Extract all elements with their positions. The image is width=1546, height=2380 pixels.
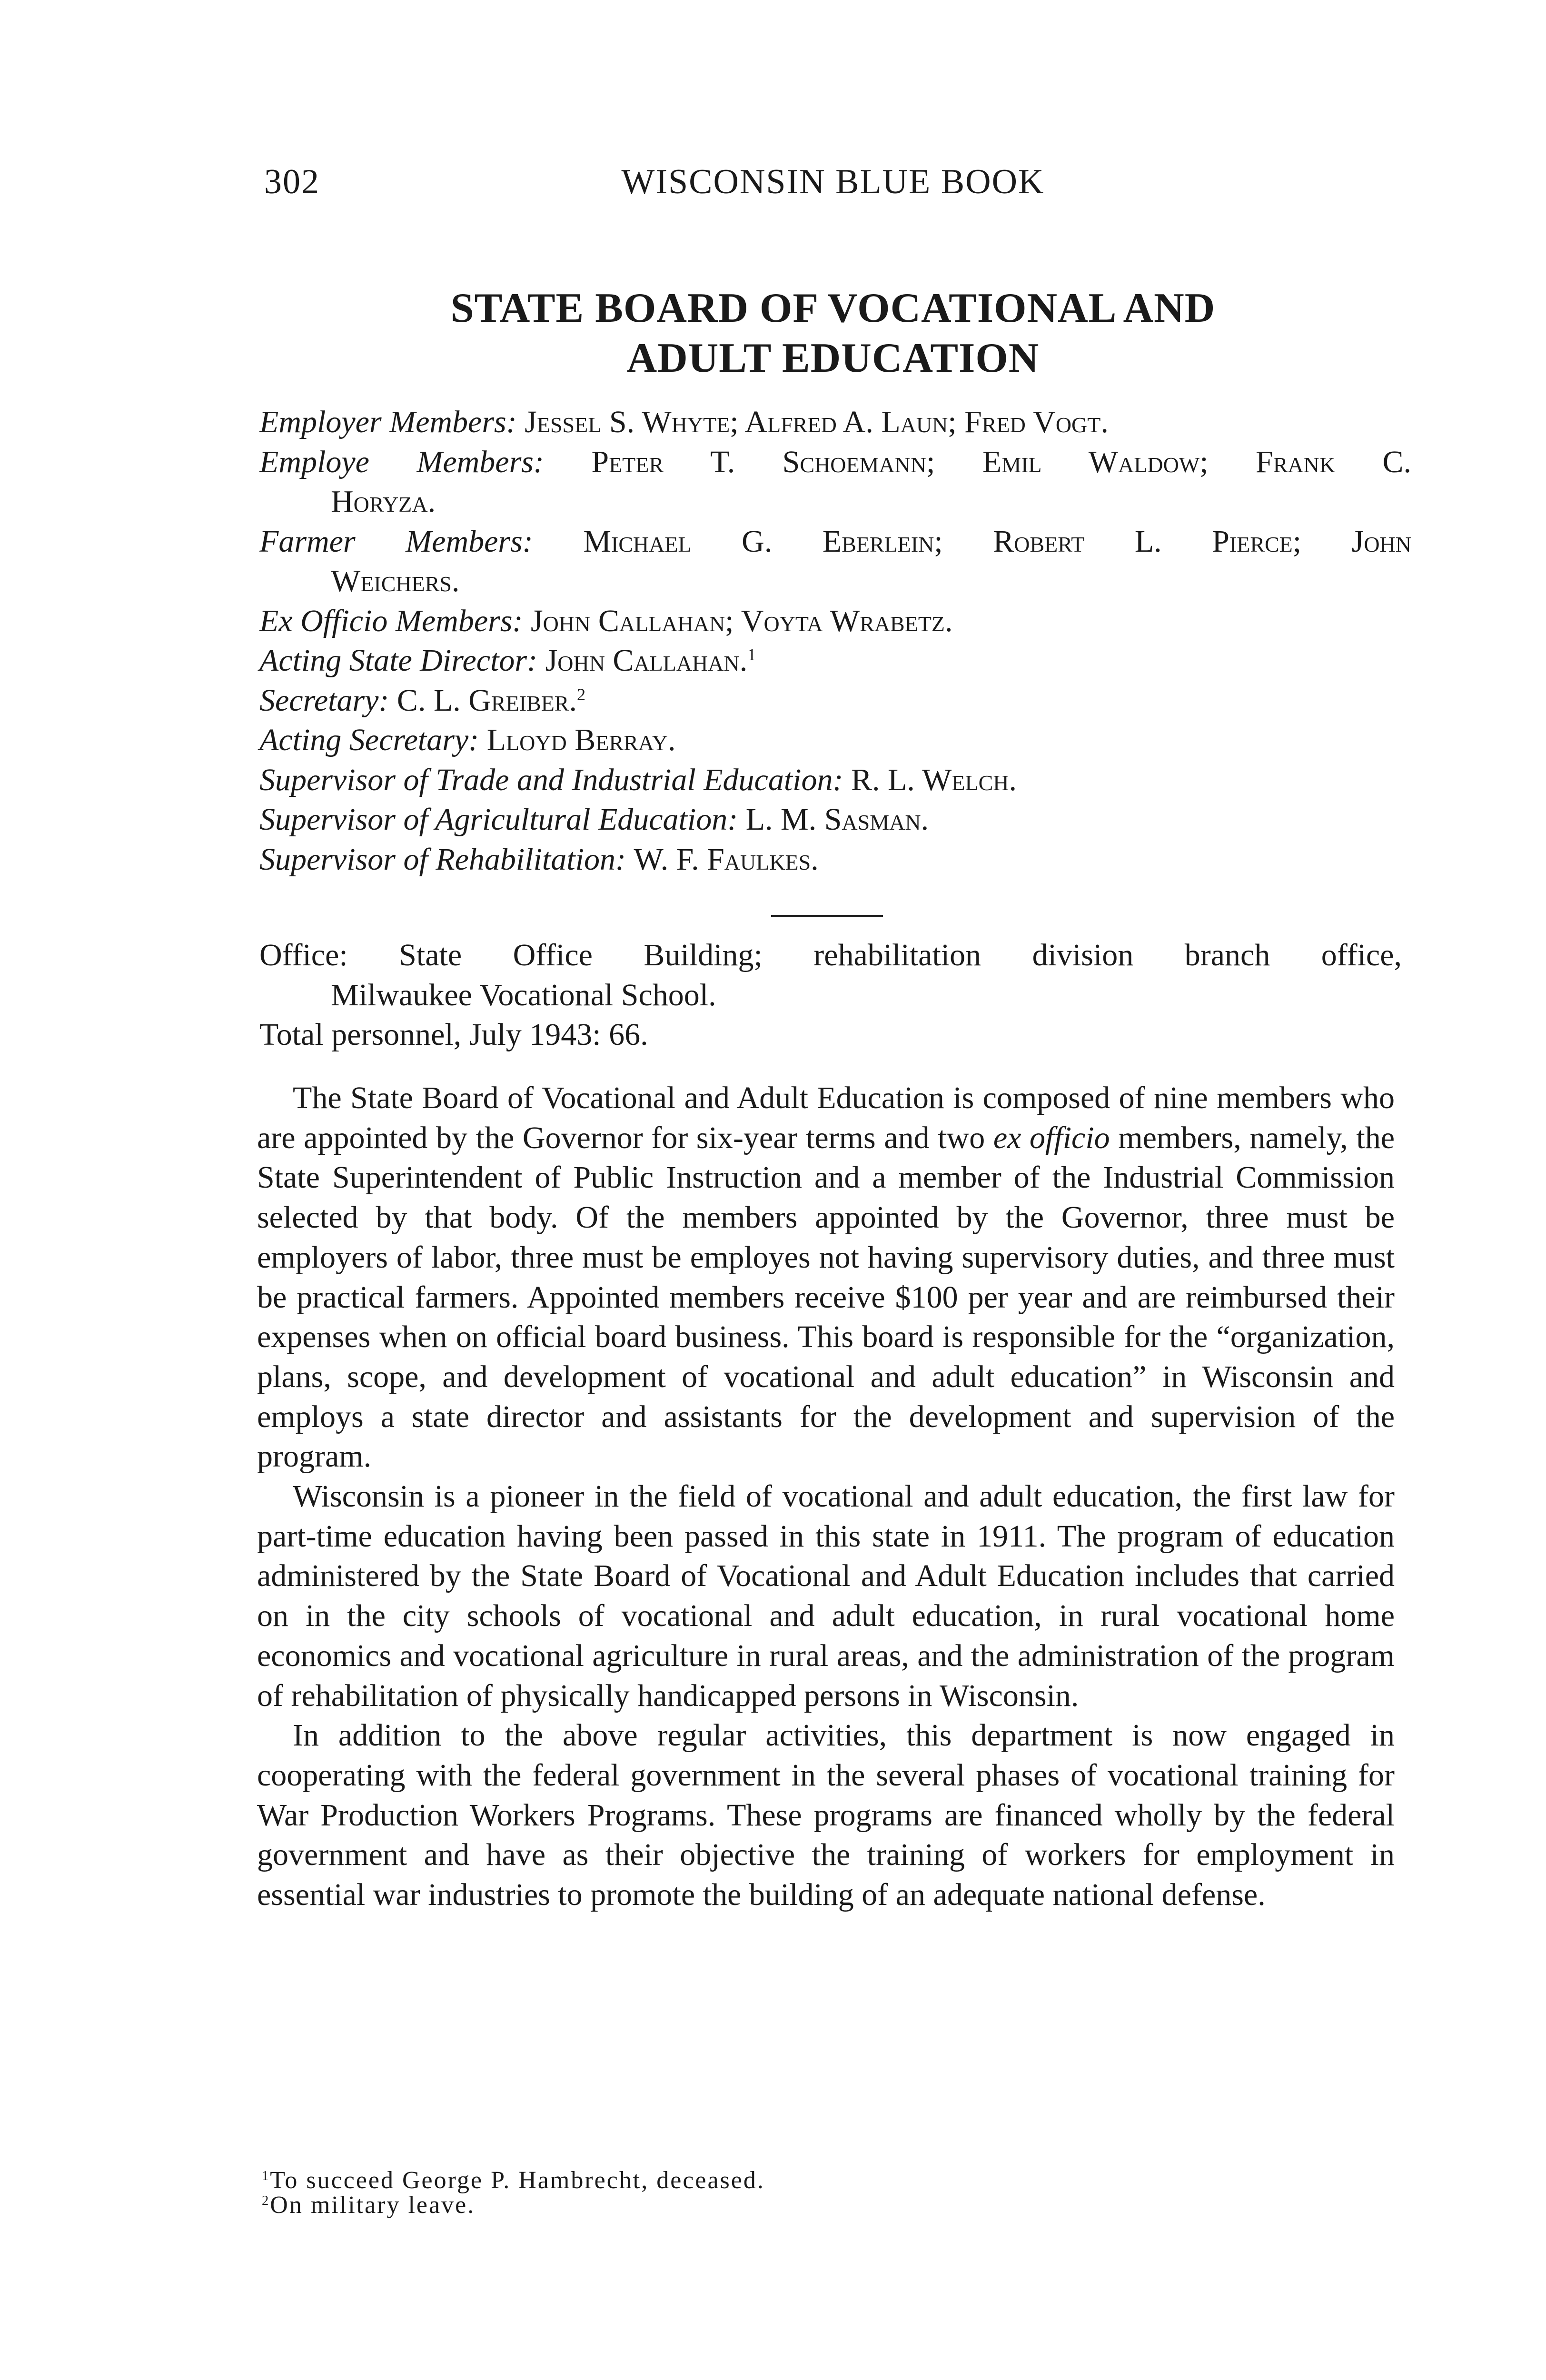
footnote-ref-2: 2 (576, 684, 586, 704)
farmer-members-names-cont: Weichers. (331, 564, 460, 598)
agricultural-supervisor-label: Supervisor of Agricultural Education: (259, 802, 738, 837)
acting-secretary-label: Acting Secretary: (259, 723, 479, 757)
acting-state-director-label: Acting State Director: (259, 643, 538, 678)
rehabilitation-supervisor-label: Supervisor of Rehabilitation: (259, 842, 626, 877)
employe-members-names-cont: Horyza. (331, 484, 436, 519)
agricultural-supervisor-entry (259, 800, 1411, 840)
board-members-list (259, 402, 1411, 879)
employe-members-entry (259, 442, 1411, 482)
employer-members-names: Jessel S. Whyte; Alfred A. Laun; Fred Vogt. (525, 405, 1109, 439)
acting-state-director-entry (259, 641, 1411, 681)
section-title (264, 283, 1402, 383)
section-title-line-2: ADULT EDUCATION (626, 335, 1040, 381)
office-location: Office: State Office Building; rehabilitation division branch office, (259, 938, 1402, 972)
paragraph-war-programs: In addition to the above regular activities, this department is now engaged in cooperating with the federal government in the several phases of vocational training for War Production Workers Programs. These programs are financed wholly by the federal government and have as their objective the training of workers for employment in essential war industries to promote the building of an adequate national defense. (257, 1718, 1395, 1913)
footnote-2 (262, 2193, 1119, 2218)
trade-supervisor-name: R. L. Welch. (851, 762, 1017, 797)
rehabilitation-supervisor-name: W. F. Faulkes. (634, 842, 819, 877)
ex-officio-members-names: John Callahan; Voyta Wrabetz. (531, 603, 953, 638)
ex-officio-members-label: Ex Officio Members: (259, 603, 523, 638)
employe-members-label: Employe Members: (259, 444, 544, 479)
ex-officio-members-entry (259, 601, 1411, 641)
office-info (259, 935, 1402, 1055)
footnotes (262, 2168, 1119, 2218)
body-text (257, 1078, 1395, 1915)
farmer-members-names: Michael G. Eberlein; Robert L. Pierce; John (583, 524, 1412, 559)
trade-supervisor-label: Supervisor of Trade and Industrial Education: (259, 762, 843, 797)
employer-members-entry (259, 402, 1411, 442)
footnote-1-mark: 1 (262, 2168, 270, 2183)
employe-members-names: Peter T. Schoemann; Emil Waldow; Frank C. (591, 444, 1412, 479)
footnote-2-mark: 2 (262, 2193, 270, 2208)
office-location-cont: Milwaukee Vocational School. (331, 977, 716, 1012)
total-personnel: Total personnel, July 1943: 66. (259, 1017, 648, 1052)
paragraph-1-part-b: members, namely, the State Superintendent of Public Instruction and a member of the Industrial Commission selected by that body. Of the members appointed by the Governor, three must be employers of labor, three must be employes not having supervisory duties, and three must be practical farmers. Appointed members receive $100 per year and are reimbursed their expenses when on official board business. This board is responsible for the “organization, plans, scope, and development of vocational and adult education” in Wisconsin and employs a state director and assistants for the development and supervision of the program. (257, 1120, 1395, 1474)
secretary-entry (259, 681, 1411, 721)
running-head (264, 162, 1402, 205)
page-number: 302 (264, 162, 320, 201)
section-title-line-1: STATE BOARD OF VOCATIONAL AND (450, 285, 1216, 331)
paragraph-composition (257, 1078, 1395, 1477)
rehabilitation-supervisor-entry (259, 840, 1411, 880)
acting-state-director-name: John Callahan. (545, 643, 748, 678)
trade-supervisor-entry (259, 760, 1411, 800)
farmer-members-continuation (259, 561, 1411, 601)
paragraph-1-part-a: The State Board of Vocational and Adult Education is composed of nine members who are appointed by the Governor for six-year terms and two (257, 1081, 1395, 1155)
footnote-1-text: To succeed George P. Hambrecht, deceased. (270, 2167, 765, 2194)
employer-members-label: Employer Members: (259, 405, 517, 439)
acting-secretary-name: Lloyd Berray. (486, 723, 676, 757)
secretary-label: Secretary: (259, 683, 389, 718)
farmer-members-label: Farmer Members: (259, 524, 533, 559)
agricultural-supervisor-name: L. M. Sasman. (745, 802, 929, 837)
footnote-2-text: On military leave. (270, 2192, 476, 2219)
paragraph-history: Wisconsin is a pioneer in the field of vocational and adult education, the first law for part-time education having been passed in this state in 1911. The program of education administered by the State Board of Vocational and Adult Education includes that carried on in the city schools of vocational and adult education, in rural vocational home economics and vocational agriculture in rural areas, and the administration of the program of rehabilitation of physically handicapped persons in Wisconsin. (257, 1479, 1395, 1713)
acting-secretary-entry (259, 720, 1411, 760)
section-divider (771, 915, 883, 917)
farmer-members-entry (259, 522, 1411, 562)
employe-members-continuation (259, 482, 1411, 522)
secretary-name: C. L. Greiber. (396, 683, 577, 718)
footnote-ref-1: 1 (747, 645, 756, 664)
book-title: WISCONSIN BLUE BOOK (621, 162, 1045, 201)
footnote-1 (262, 2168, 1119, 2193)
paragraph-1-ex-officio: ex officio (993, 1120, 1110, 1155)
